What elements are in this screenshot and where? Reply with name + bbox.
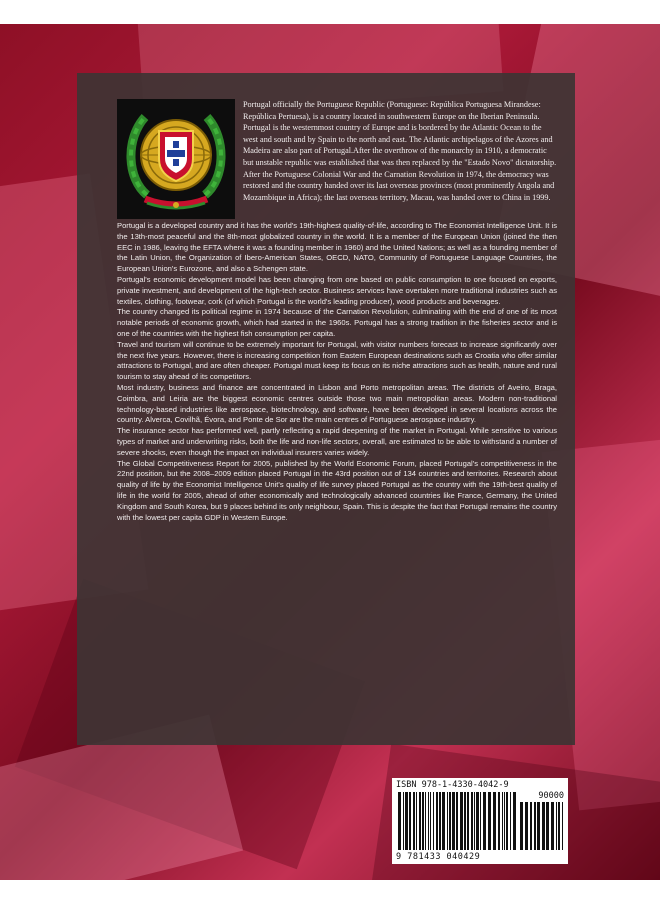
barcode-bars	[398, 792, 516, 850]
isbn-barcode	[392, 778, 568, 864]
body-paragraph: The Global Competitiveness Report for 2005, published by the World Economic Forum, placed Portugal's competitiveness in the 22nd position, but the 2008–2009 edition placed Portugal in the 43rd position out of 134 countries and territories. Research about quality of life by the Economist Intelligence Unit's quality of life survey placed Portugal as the country with the 19th-best quality of life in the world for 2005, ahead of other economically and technologically advanced countries like France, Germany, the United Kingdom and South Korea, but 9 places behind its only neighbour, Spain. This is despite the fact that Portugal remains the country with the lowest per capita GDP in Western Europe.	[117, 458, 557, 522]
intro-section	[117, 99, 557, 219]
body-paragraph: The country changed its political regime in 1974 because of the Carnation Revolution, culminating with the end of one of its most notable periods of economic growth, which had started in the 1960s. Portugal has a strong tradition in the fisheries sector and is one of the countries with the highest fish consumption per capita.	[117, 307, 557, 338]
body-paragraph: Travel and tourism will continue to be extremely important for Portugal, with visitor numbers forecast to increase significantly over the next five years. However, there is increasing competition from Eastern European destinations such as Croatia who offer similar attractions to Portugal, and are often cheaper. Portugal must keep its focus on its niche attractions such as health, nature and rural tourism to stay ahead of its competitors.	[117, 339, 557, 382]
body-paragraph: The insurance sector has performed well, partly reflecting a rapid deepening of the market in Portugal. While sensitive to various types of market and underwriting risks, both the life and non-life sectors, overall, are estimated to be able to withstand a number of severe shocks, even though the impact on individual insurers varies widely.	[117, 426, 557, 457]
intro-paragraph: Portugal officially the Portuguese Republic (Portuguese: República Portuguesa Mirandese: República Pertuesa), is a country located in southwestern Europe on the Iberian Peninsula. Portugal is the westernmost country of Europe and is bordered by the Atlantic Ocean to the west and south and by Spain to the north and east. The Atlantic archipelagos of the Azores and Madeira are also part of Portugal.After the overthrow of the monarchy in 1910, a democratic but unstable republic was established that was then replaced by the "Estado Novo" dictatorship. After the Portuguese Colonial War and the Carnation Revolution in 1974, the democracy was restored and the country handed over its last overseas provinces (most prominently Angola and Mozambique in Africa); the last overseas territory, Macau, was handed over to China in 1999.	[243, 100, 557, 202]
body-text	[117, 221, 557, 523]
price-code: 90000	[538, 791, 564, 801]
portugal-coat-of-arms-icon	[117, 99, 235, 219]
isbn-label: ISBN 978-1-4330-4042-9	[396, 780, 509, 790]
addon-barcode-bars	[520, 802, 564, 850]
body-paragraph: Most industry, business and finance are concentrated in Lisbon and Porto metropolitan areas. The districts of Aveiro, Braga, Coimbra, and Leiria are the biggest economic centres outside those two main metropolitan areas. Modern non-traditional technology-based industries like aerospace, biotechnology, and software, have been developed in several locations across the country. Alverca, Covilhã, Évora, and Ponte de Sor are the main centres of Portuguese aerospace industry.	[117, 382, 557, 425]
body-paragraph: Portugal's economic development model has been changing from one based on public consumption to one focused on exports, private investment, and development of the high-tech sector. Business services have overtaken more traditional industries such as textiles, clothing, footwear, cork (of which Portugal is the world's leading producer), wood products and beverages.	[117, 274, 557, 306]
body-paragraph: Portugal is a developed country and it has the world's 19th-highest quality-of-life, according to The Economist Intelligence Unit. It is the 13th-most peaceful and the 8th-most globalized country in the world. It is a member of the European Union (joined the then EEC in 1986, leaving the EFTA where it was a founding member in 1960) and the United Nations; as well as a founding member of the Latin Union, the Organization of Ibero-American States, OECD, NATO, Community of Portuguese Language Countries, the European Union's Eurozone, and also a Schengen state.	[117, 221, 557, 274]
ean-digits: 9 781433 040429	[396, 852, 481, 862]
text-panel	[77, 73, 575, 745]
book-back-cover	[0, 24, 660, 880]
